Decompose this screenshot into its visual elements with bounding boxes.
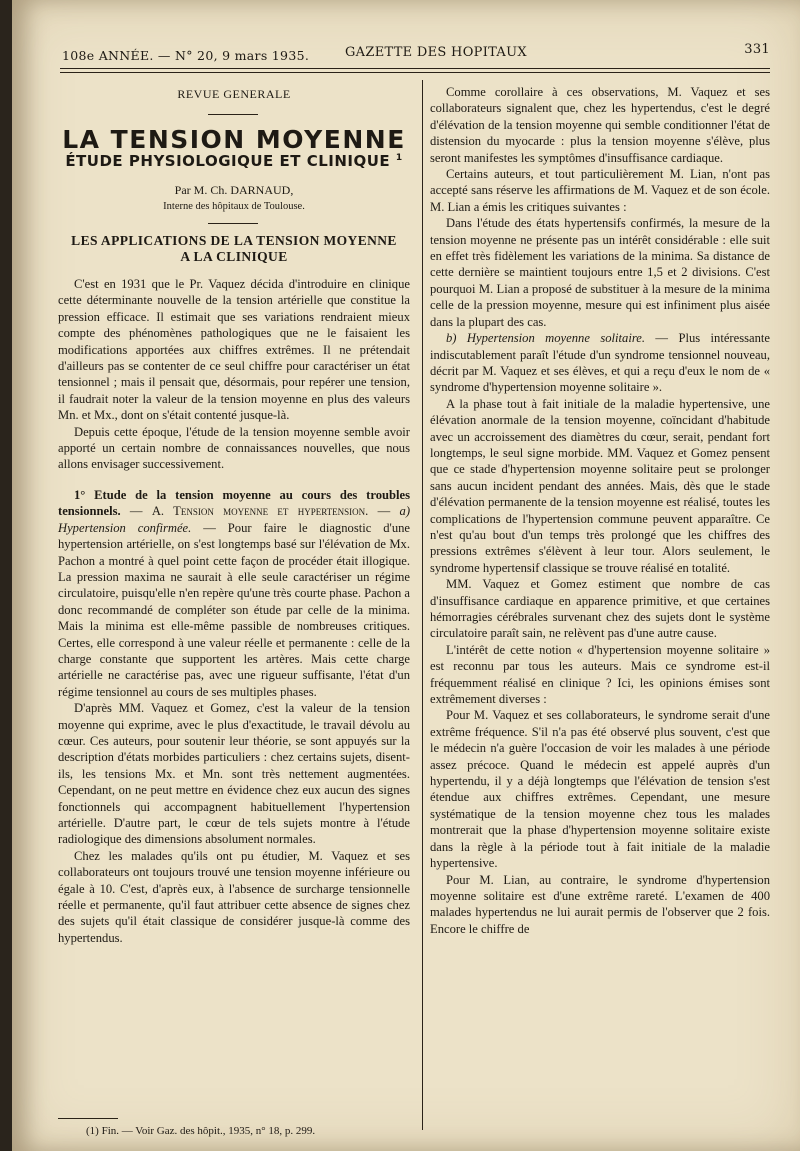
paragraph: Chez les malades qu'ils ont pu étudier, M. Vaquez et ses collaborateurs ont toujours trouvé une tension moyenne inférieure ou égale à 10. C'est, d'après eux, à l'absence de surcharge tensionnelle réelle et permanente, qu'il faut attribuer cette absence de signes chez des sujets qu'il était classique de considérer jusque-là comme des hypertendus. [58, 848, 410, 945]
paragraph: Depuis cette époque, l'étude de la tension moyenne semble avoir apporté un certain nombre de connaissances nouvelles, que nous allons envisager successivement. [58, 424, 410, 472]
paragraph: Pour M. Lian, au contraire, le syndrome d'hypertension moyenne solitaire est d'une extrême rareté. L'examen de 400 malades hypertendus ne lui aurait permis de l'observer que 2 fois. Encore le chiffre de [430, 872, 770, 936]
paragraph: A la phase tout à fait initiale de la maladie hypertensive, une élévation anormale de la tension moyenne, coïncidant d'habitude avec un accroissement des diamètres du cœur, serait, pendant fort longtemps, le seul signe morbide. MM. Vaquez et Gomez pensent que ce stade d'hypertension moyenne solitaire peut se prolonger sans aucun incident pendant des années. Mais, dès que le stade d'élévation permanente de la tension moyenne est réalisé, toutes les complications de l'hypertension commune peuvent apparaître. Ce n'est qu'au bout d'un temps très prolongé que les chiffres des pressions extrêmes s'élèvent à leur tour. Alors seulement, le syndrome hypertensif classique se trouve réalisé en totalité. [430, 396, 770, 575]
title-rule [208, 114, 258, 115]
right-text [430, 84, 770, 937]
paragraph: L'intérêt de cette notion « d'hypertension moyenne solitaire » est reconnu par tous les auteurs. Mais ce syndrome est-il fréquemment réalisé en clinique ? Ici, les opinions émises sont extrêmement diverses : [430, 642, 770, 707]
paragraph: Pour M. Vaquez et ses collaborateurs, le syndrome serait d'une extrême fréquence. S'il n'a pas été observé plus souvent, c'est que le médecin n'a guère l'occasion de voir les malades à une période assez précoce. Quand le médecin est appelé auprès d'un hypertendu, il y a déjà longtemps que l'élévation de tension s'est étendue aux chiffres extrêmes. Cependant, une mesure systématique de la tension moyenne chez tous les malades montrerait que la phase d'hypertension moyenne solitaire existe dans la règle à la période tout à fait initiale de la maladie hypertensive. [430, 708, 770, 871]
column-divider [422, 80, 423, 1130]
header-rule [60, 68, 770, 69]
article-subtitle: ÉTUDE PHYSIOLOGIQUE ET CLINIQUE $^1$ [65, 152, 403, 170]
paragraph: D'après MM. Vaquez et Gomez, c'est la valeur de la tension moyenne qui exprime, avec le plus d'exactitude, le travail dévolu au cœur. Ces auteurs, pour soutenir leur théorie, se sont appuyés sur la description d'états morbides particuliers : chez certains sujets, disent-ils, les tensions Mx. et Mn. sont très nettement augmentées. Cependant, on ne peut mettre en évidence chez eux aucun des signes fonctionnels qui accompagnent habituellement l'hypertension artérielle. D'autre part, le cœur de tels sujets montre à l'étude radiologique des dimensions absolument normales. [58, 701, 410, 847]
paragraph: MM. Vaquez et Gomez estiment que nombre de cas d'insuffisance cardiaque en apparence primitive, et que certaines hémorragies cérébrales survenant chez des sujets dont le système circulatoire paraît sain, ne relèvent pas d'une autre cause. [430, 577, 770, 641]
page-number: 331 [744, 42, 770, 57]
paragraph: Dans l'étude des états hypertensifs confirmés, la mesure de la tension moyenne ne présente pas un intérêt considérable : elle suit en effet très fidèlement les variations de la minima. Sa distance de cette dernière se maintient toujours entre 1,5 et 2 divisions. C'est pourquoi M. Lian a proposé de substituer à la mesure de la minima celle de la pression moyenne, mesure qui est infiniment plus aisée dans la plupart des cas. [430, 216, 770, 329]
issue-info: 108e ANNÉE. — N° 20, 9 mars 1935. [62, 48, 310, 63]
page-header [62, 40, 770, 70]
paragraph: b) Hypertension moyenne solitaire. — Plus intéressante indiscutablement paraît l'étude d'un syndrome tensionnel nouveau, décrit par M. Vaquez et ses élèves, et qui a reçu d'eux le nom de « syndrome d'hypertension moyenne solitaire ». [430, 331, 770, 395]
author-rule [208, 223, 258, 224]
paragraph: Comme corollaire à ces observations, M. Vaquez et ses collaborateurs signalent que, chez les hypertendus, c'est le degré d'élévation de la tension moyenne qui semble conditionner l'état de distension du myocarde : plus la tension moyenne s'élève, plus seront manifestes les symptômes d'insuffisance cardiaque. [430, 85, 770, 165]
rubric: REVUE GENERALE [177, 87, 291, 101]
footnote-marker: 1 [395, 153, 403, 163]
newspaper-page [12, 0, 800, 1151]
article-title: LA TENSION MOYENNE [62, 125, 406, 154]
section-title: LES APPLICATIONS DE LA TENSION MOYENNE A LA CLINIQUE [71, 233, 397, 264]
header-rule-thin [60, 72, 770, 73]
paragraph: C'est en 1931 que le Pr. Vaquez décida d'introduire en clinique cette déterminante nouvelle de la tension artérielle que constitue la pression efficace. Il estimait que ses variations rendraient mieux compte des phénomènes pathologiques que ne le faisaient les modifications apportées aux chiffres extrêmes. Il ne prétendait d'ailleurs pas se contenter de ce seul chiffre pour caractériser un état tensionnel ; mais il pensait que, désormais, pour repérer une tension, il faudrait noter la valeur de la tension moyenne en plus des valeurs Mn. et Mx., dont on s'était contenté jusque-là. [58, 277, 410, 423]
paragraph: Certains auteurs, et tout particulièrement M. Lian, n'ont pas accepté sans réserve les affirmations de M. Vaquez et de son école. M. Lian a émis les critiques suivantes : [430, 167, 770, 214]
author-role: Interne des hôpitaux de Toulouse. [163, 201, 305, 212]
journal-name: GAZETTE DES HOPITAUX [345, 45, 527, 60]
footnote-rule [58, 1118, 118, 1119]
left-text [58, 276, 410, 946]
author: Par M. Ch. DARNAUD, [174, 183, 294, 197]
paragraph: 1° Etude de la tension moyenne au cours des troubles tensionnels. — A. Tension moyenne et hypertension. — a) Hypertension confirmée. — Pour faire le diagnostic d'une hypertension artérielle, on s'est longtemps basé sur l'élévation de Mx. Pachon a montré à quel point cette façon de procéder était illogique. La pression maxima ne saurait à elle seule caractériser un régime circulatoire, puisqu'elle n'en repère qu'une très courte phase. Pachon a donc recommandé de compléter son étude par celle de la minima. Mais la minima est elle-même passible de nombreuses critiques. Certes, elle correspond à une valeur réelle et permanente : celle de la charge constante que supportent les artères. Mais cette charge artérielle ne caractérise pas, avec une rigueur suffisante, l'état d'un régime tensionnel au cours de ses multiples phases. [58, 487, 411, 699]
footnote: (1) Fin. — Voir Gaz. des hôpit., 1935, n° 18, p. 299. [86, 1125, 316, 1137]
